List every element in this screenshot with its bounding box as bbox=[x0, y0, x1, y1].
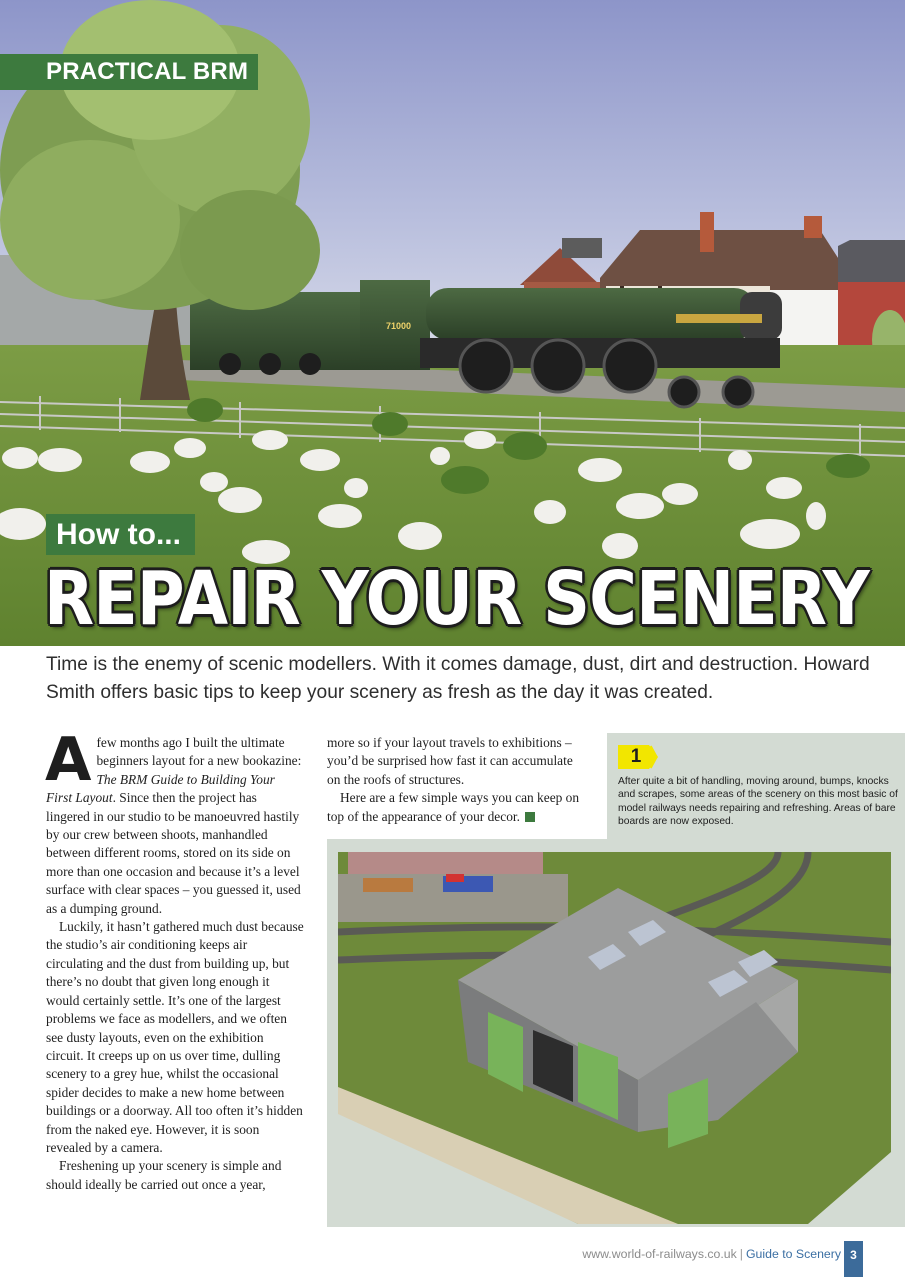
figure-caption: After quite a bit of handling, moving around, bumps, knocks and scrapes, some areas of the scenery on this most basic of model railways needs repairing and refreshing. Areas of bare boards are now exposed. bbox=[618, 776, 898, 828]
end-mark-icon bbox=[525, 812, 535, 822]
footer-url: www.world-of-railways.co.uk bbox=[582, 1247, 737, 1261]
paragraph-4-text: Here are a few simple ways you can keep on top of the appearance of your decor. bbox=[327, 790, 580, 824]
paragraph-1 bbox=[45, 725, 304, 918]
paragraph-1-rest: . Since then the project has lingered in our studio to be manoeuvred hastily by our crew between shoots, manhandled between different rooms, stored on its side on more than one occasion and because it’s a level surface with clear spaces – you guessed it, used as a dumping ground. bbox=[46, 790, 301, 916]
book-title: The BRM Guide to Building Your First Layout bbox=[46, 771, 275, 806]
kicker-label: How to... bbox=[56, 518, 181, 551]
paragraph-3-start: Freshening up your scenery is simple and should ideally be carried out once a year, bbox=[46, 1158, 282, 1192]
layout-photo bbox=[338, 852, 891, 1224]
page-footer bbox=[582, 1247, 841, 1261]
article-column-1 bbox=[45, 725, 304, 1194]
standfirst: Time is the enemy of scenic modellers. With it comes damage, dust, dirt and destruction. Howard Smith offers basic tips to keep your scenery as fresh as the day it was created. bbox=[46, 654, 870, 703]
figure-number: 1 bbox=[630, 746, 642, 767]
chimney bbox=[700, 212, 714, 252]
paragraph-2: Luckily, it hasn’t gathered much dust because the studio’s air conditioning keeps air circulating and the dust from building up, but there’s no doubt that given long enough it would certainly settle. It’s one of the largest problems we face as modellers, and we often see dusty layouts, even on the exhibition circuit. It creeps up on us over time, dulling scenery to a grey hue, whilst the occasional spider decides to make a new home between buildings or a doorway. All too often it’s hidden from the naked eye. However, it is soon revealed by a camera. bbox=[46, 919, 304, 1155]
page-number: 3 bbox=[844, 1241, 863, 1277]
paragraph-4 bbox=[327, 789, 585, 826]
paragraph-1-lead: few months ago I built the ultimate beginners layout for a new bookazine: bbox=[96, 735, 302, 769]
footer-separator: | bbox=[739, 1247, 743, 1261]
footer-section-name: Guide to Scenery bbox=[745, 1247, 841, 1261]
article-column-2 bbox=[327, 734, 585, 826]
engine-number: 71000 bbox=[386, 321, 412, 331]
kicker-badge bbox=[46, 514, 195, 555]
headline: REPAIR YOUR SCENERY bbox=[44, 556, 869, 642]
drop-cap: A bbox=[45, 725, 92, 795]
paragraph-3-end: more so if your layout travels to exhibitions – you’d be surprised how fast it can accumulate on the roofs of structures. bbox=[327, 735, 573, 787]
tudor-house-roof bbox=[600, 230, 860, 292]
section-tag-label: PRACTICAL BRM bbox=[46, 58, 249, 85]
station-building bbox=[348, 852, 543, 874]
section-tag bbox=[0, 54, 258, 90]
